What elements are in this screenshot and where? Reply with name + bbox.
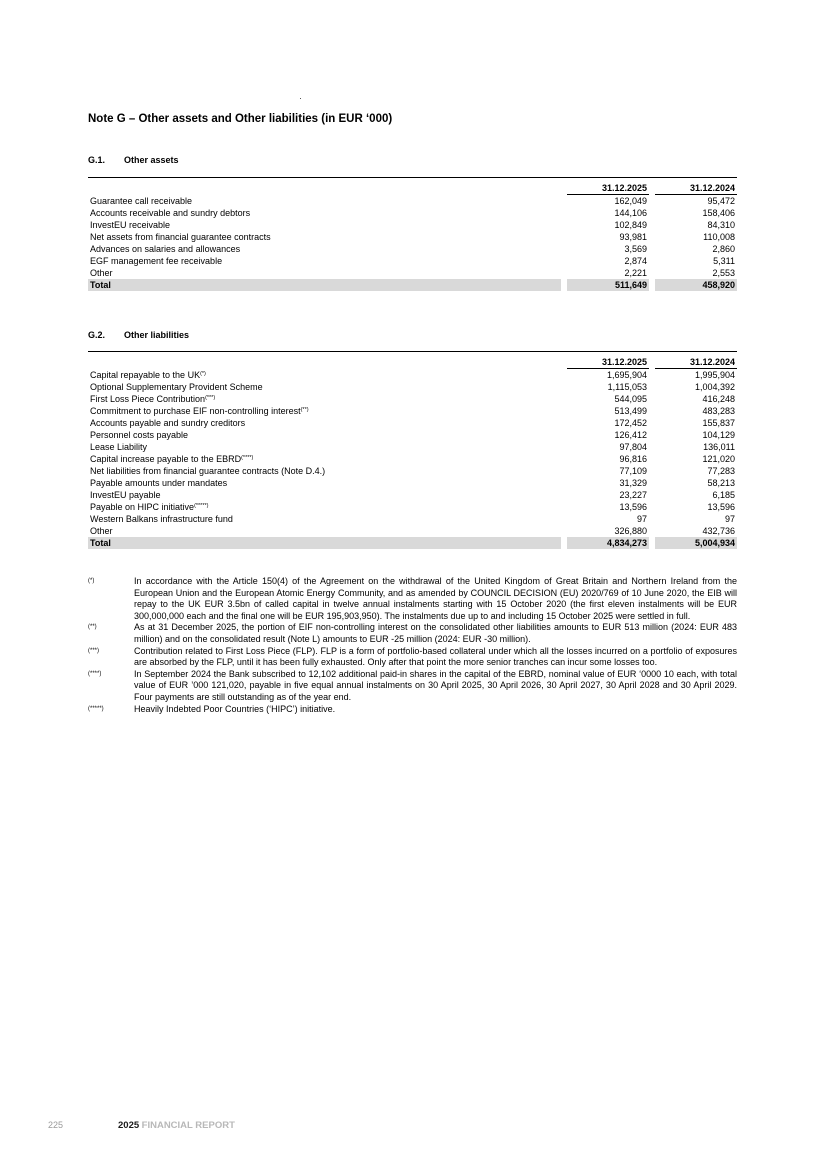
row-label: Other <box>90 526 113 536</box>
row-label-cell <box>88 207 561 219</box>
value-2024: 1,995,904 <box>694 370 735 380</box>
row-label: Commitment to purchase EIF non-controlling interest <box>90 406 301 416</box>
value-2025: 172,452 <box>614 418 647 428</box>
row-label: Payable on HIPC initiative <box>90 502 195 512</box>
table-row <box>88 417 737 429</box>
table-row <box>88 429 737 441</box>
footnote-marker: (**) <box>300 407 309 413</box>
row-label: Payable amounts under mandates <box>90 478 228 488</box>
row-label: Guarantee call receivable <box>90 195 193 206</box>
table-row <box>88 489 737 501</box>
footnote-text: In accordance with the Article 150(4) of the Agreement on the withdrawal of the United Kingdom of Great Britain and Northern Ireland from the European Union and the European Atomic Energy Community, and as amended by COUNCIL DECISION (EU) 2020/769 of 10 June 2020, the EIB will repay to the UK EUR 3.5bn of called capital in twelve annual instalments starting with 15 October 2020 (the first eleven instalments will be EUR 300,000,000 each and the final one will be EUR 195,903,950). The instalments due up to and including 15 October 2025 were settled in full. <box>134 576 737 621</box>
row-label-cell <box>88 477 561 489</box>
footnote-mark: (*****) <box>88 705 104 712</box>
row-label-cell <box>88 195 561 208</box>
stray-dot <box>300 98 301 99</box>
value-2024: 77,283 <box>707 466 735 476</box>
value-2024: 110,008 <box>703 232 735 242</box>
row-label: Capital increase payable to the EBRD <box>90 454 242 464</box>
footnote <box>88 622 737 645</box>
row-label-cell <box>88 369 561 382</box>
column-header-2024: 31.12.2024 <box>655 182 737 195</box>
other-liabilities-table <box>88 351 737 549</box>
table-row <box>88 393 737 405</box>
footnotes <box>88 576 737 715</box>
table-row <box>88 207 737 219</box>
value-2025: 23,227 <box>619 490 647 500</box>
value-2025: 144,106 <box>614 208 647 218</box>
row-label: Western Balkans infrastructure fund <box>90 514 233 524</box>
value-2024: 97 <box>724 514 735 524</box>
footnote-marker: (*****) <box>194 503 209 509</box>
value-2024: 416,248 <box>702 394 735 404</box>
total-label: Total <box>88 279 561 291</box>
report-year: 2025 <box>118 1120 140 1131</box>
section-number: G.1. <box>88 155 106 165</box>
value-2025: 3,569 <box>624 244 647 254</box>
table-row <box>88 369 737 382</box>
value-2024: 6,185 <box>712 490 735 500</box>
total-2025: 511,649 <box>567 279 649 291</box>
row-label-cell <box>88 267 561 279</box>
row-label: Advances on salaries and allowances <box>90 244 241 254</box>
total-label: Total <box>88 537 561 549</box>
row-label-cell <box>88 255 561 267</box>
value-2024: 13,596 <box>707 502 735 512</box>
total-row <box>88 537 737 549</box>
value-2024: 2,553 <box>712 268 735 278</box>
value-2025: 513,499 <box>614 406 647 416</box>
row-label-cell <box>88 381 561 393</box>
row-label-cell <box>88 429 561 441</box>
row-label-cell <box>88 441 561 453</box>
column-header-2025: 31.12.2025 <box>567 356 649 369</box>
footnote-text: As at 31 December 2025, the portion of EIF non-controlling interest on the consolidated other liabilities amounts to EUR 513 million (2024: EUR 483 million) and on the consolidated result (Note L) amounts to EUR -25 million (2024: EUR -30 million). <box>134 622 737 644</box>
value-2024: 104,129 <box>702 430 735 440</box>
page-number: 225 <box>48 1120 64 1130</box>
table-row <box>88 195 737 208</box>
total-2024: 458,920 <box>655 279 737 291</box>
value-2025: 2,874 <box>624 256 647 266</box>
footnote <box>88 646 737 669</box>
value-2025: 126,412 <box>614 430 647 440</box>
value-2025: 102,849 <box>614 220 647 230</box>
section-heading-other-assets <box>88 155 179 165</box>
footnote-marker: (*) <box>200 370 206 377</box>
row-label: Optional Supplementary Provident Scheme <box>90 382 263 392</box>
value-2024: 5,311 <box>713 256 735 266</box>
row-label-cell <box>88 489 561 501</box>
row-label-cell <box>88 393 561 405</box>
value-2025: 93,981 <box>619 232 647 242</box>
row-label: Personnel costs payable <box>90 430 189 440</box>
value-2024: 121,020 <box>702 454 735 464</box>
section-heading-other-liabilities <box>88 330 189 340</box>
other-assets-table <box>88 177 737 291</box>
value-2025: 326,880 <box>614 526 647 536</box>
value-2025: 13,596 <box>619 502 647 512</box>
row-label-cell <box>88 243 561 255</box>
value-2024: 432,736 <box>702 526 735 536</box>
value-2024: 155,837 <box>702 418 735 428</box>
page-footer <box>48 1120 235 1131</box>
value-2024: 483,283 <box>702 406 735 416</box>
footnote-mark: (*) <box>88 578 95 584</box>
report-name: FINANCIAL REPORT <box>141 1120 235 1131</box>
table-row <box>88 381 737 393</box>
row-label-cell <box>88 453 561 465</box>
table-row <box>88 477 737 489</box>
row-label: Lease Liability <box>90 442 148 452</box>
value-2025: 2,221 <box>624 268 647 278</box>
value-2025: 96,816 <box>619 454 647 464</box>
section-number: G.2. <box>88 330 106 340</box>
footnote-marker: (***) <box>205 395 216 401</box>
row-label-cell <box>88 417 561 429</box>
footnote-text: Heavily Indebted Poor Countries (‘HIPC’) initiative. <box>134 703 336 714</box>
value-2025: 1,115,053 <box>607 382 647 392</box>
row-label-cell <box>88 525 561 537</box>
row-label-cell <box>88 405 561 417</box>
footnote-marker: (****) <box>241 455 254 461</box>
total-2025: 4,834,273 <box>567 537 649 549</box>
row-label: EGF management fee receivable <box>90 256 223 266</box>
row-label: Accounts payable and sundry creditors <box>90 418 246 428</box>
value-2025: 31,329 <box>619 478 647 488</box>
value-2024: 58,213 <box>707 478 735 488</box>
value-2024: 95,472 <box>707 196 735 206</box>
table-row <box>88 231 737 243</box>
table-row <box>88 501 737 513</box>
row-label: InvestEU payable <box>90 490 161 500</box>
row-label: Other <box>90 268 113 278</box>
value-2025: 97,804 <box>619 442 647 452</box>
column-header-2025: 31.12.2025 <box>567 182 649 195</box>
row-label: First Loss Piece Contribution <box>90 394 206 404</box>
footnote <box>88 576 737 622</box>
total-row <box>88 279 737 291</box>
footnote-mark: (**) <box>88 624 97 631</box>
column-header-2024: 31.12.2024 <box>655 356 737 369</box>
table-row <box>88 243 737 255</box>
value-2024: 158,406 <box>702 208 735 218</box>
footnote-text: In September 2024 the Bank subscribed to 12,102 additional paid-in shares in the capital of the EBRD, nominal value of EUR ‘0000 10 each, with total value of EUR ’000 121,020, payable in five equal annual instalments on 30 April 2025, 30 April 2026, 30 April 2027, 30 April 2028 and 30 April 2029. Four payments are still outstanding as of the year end. <box>134 668 737 702</box>
value-2025: 544,095 <box>614 394 647 404</box>
footnote-mark: (****) <box>88 670 102 677</box>
table-row <box>88 267 737 279</box>
row-label: Capital repayable to the UK <box>90 369 201 380</box>
row-label-cell <box>88 231 561 243</box>
value-2024: 84,310 <box>707 220 735 230</box>
row-label-cell <box>88 513 561 525</box>
section-title: Other assets <box>124 155 179 165</box>
page-title: Note G – Other assets and Other liabilities (in EUR ‘000) <box>88 113 393 125</box>
total-2024: 5,004,934 <box>655 537 737 549</box>
value-2025: 77,109 <box>619 466 647 476</box>
value-2025: 162,049 <box>614 196 647 206</box>
section-title: Other liabilities <box>124 330 190 340</box>
table-row <box>88 405 737 417</box>
value-2025: 97 <box>636 514 647 524</box>
row-label-cell <box>88 219 561 231</box>
value-2024: 1,004,392 <box>694 382 735 392</box>
footnote-text: Contribution related to First Loss Piece (FLP). FLP is a form of portfolio-based collateral under which all the losses incurred on a portfolio of exposures are absorbed by the FLP, until it has been fully exhausted. Only after that point the more senior tranches can incur some losses too. <box>134 645 737 668</box>
row-label-cell <box>88 501 561 513</box>
table-row <box>88 219 737 231</box>
row-label: Accounts receivable and sundry debtors <box>90 208 251 218</box>
table-row <box>88 465 737 477</box>
value-2025: 1,695,904 <box>606 370 647 380</box>
row-label: InvestEU receivable <box>90 220 171 230</box>
table-row <box>88 255 737 267</box>
footnote-mark: (***) <box>88 647 100 654</box>
footnote <box>88 669 737 704</box>
row-label: Net liabilities from financial guarantee contracts (Note D.4.) <box>90 466 326 476</box>
table-row <box>88 513 737 525</box>
row-label: Net assets from financial guarantee contracts <box>90 232 271 242</box>
footnote <box>88 704 737 716</box>
value-2024: 2,860 <box>712 244 735 254</box>
value-2024: 136,011 <box>703 442 735 452</box>
row-label-cell <box>88 465 561 477</box>
table-row <box>88 453 737 465</box>
table-row <box>88 525 737 537</box>
table-row <box>88 441 737 453</box>
